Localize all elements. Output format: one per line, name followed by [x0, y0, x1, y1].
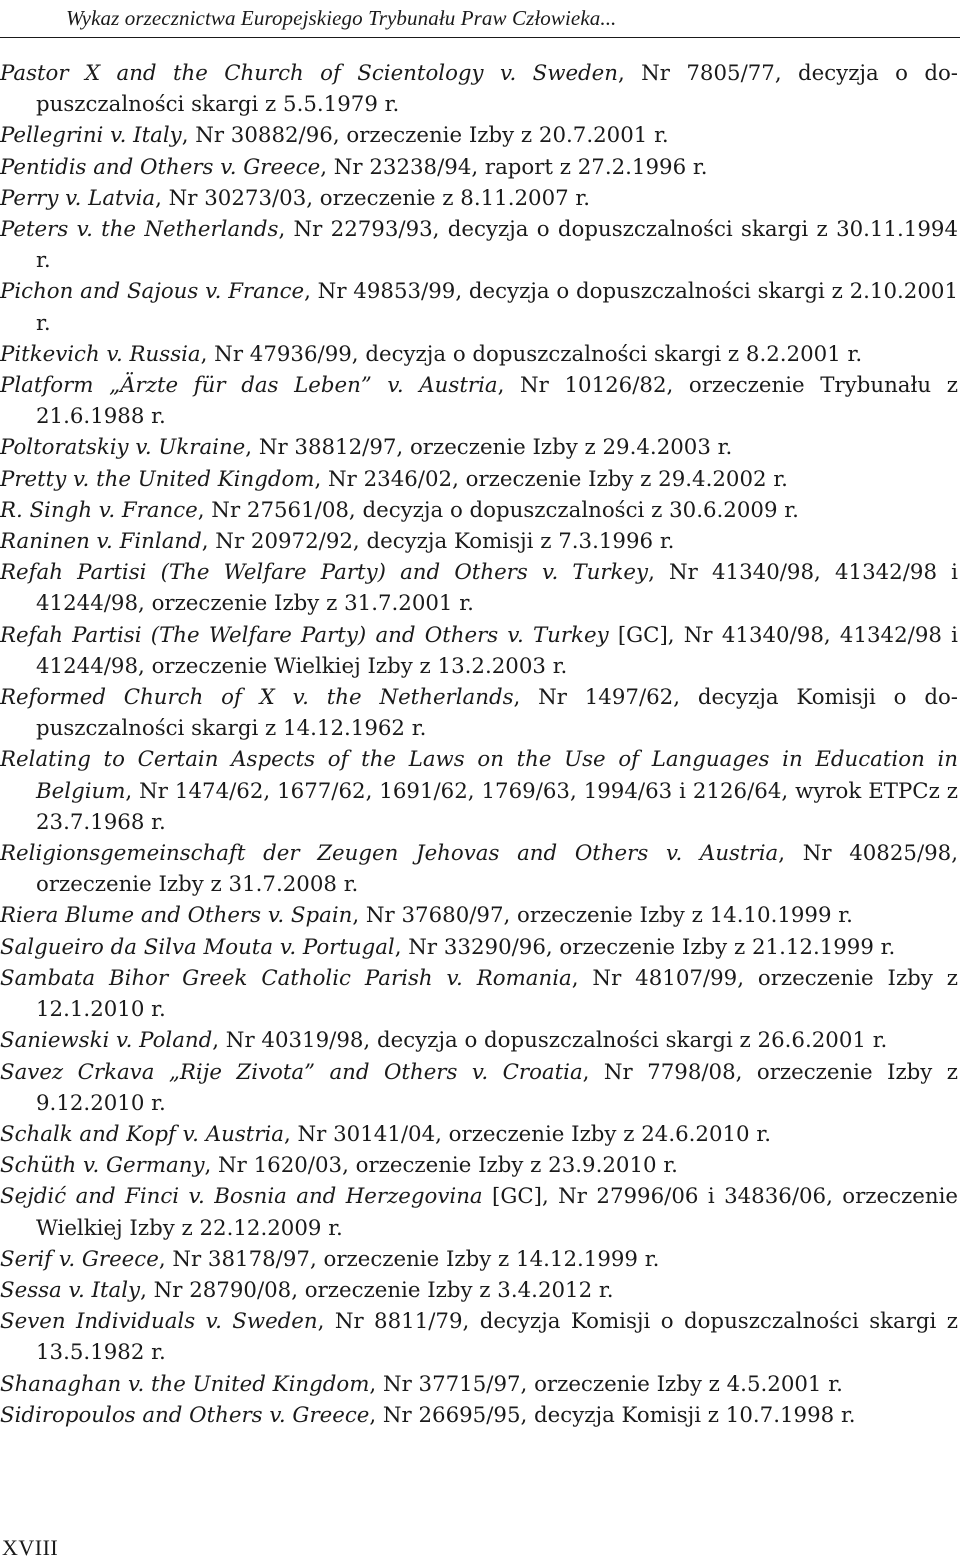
case-name: Schüth v. Germany	[0, 1153, 205, 1179]
case-details: , Nr 20972/92, decyzja Komisji z 7.3.1996 r.	[201, 529, 675, 555]
case-name: Serif v. Greece	[0, 1246, 159, 1272]
case-name: Pellegrini v. Italy	[0, 123, 182, 149]
case-details: , Nr 1620/03, orzeczenie Izby z 23.9.2010 r.	[204, 1153, 678, 1179]
case-details: , Nr 37715/97, orzeczenie Izby z 4.5.2001 r.	[369, 1371, 843, 1397]
case-entry	[0, 58, 958, 120]
case-details: , Nr 30141/04, orzeczenie Izby z 24.6.2010 r.	[284, 1121, 771, 1147]
case-name: Riera Blume and Others v. Spain	[0, 903, 353, 929]
case-name: Relating to Certain Aspects of the Laws on the Use of Languages in Education in Belgium	[0, 747, 958, 804]
case-entry	[0, 432, 958, 463]
case-name: Sessa v. Italy	[0, 1277, 141, 1303]
case-entry	[0, 557, 958, 619]
case-entry	[0, 1244, 958, 1275]
case-name: Sidiropoulos and Others v. Greece	[0, 1402, 370, 1428]
case-details: [GC], Nr 27996/06 i 34836/06, orzeczenie Wielkiej Izby z 22.12.2009 r.	[36, 1184, 958, 1241]
case-details: , Nr 7805/77, decyzja o dopuszczalności skargi z 5.5.1979 r.	[36, 61, 958, 118]
case-name: Savez Crkava „Rije Zivota” and Others v. Croatia	[0, 1059, 583, 1085]
case-name: Sambata Bihor Greek Catholic Parish v. Romania	[0, 965, 572, 991]
case-name: Platform „Ärzte für das Leben” v. Austria	[0, 373, 498, 399]
case-name: Salgueiro da Silva Mouta v. Portugal	[0, 934, 395, 960]
case-details: , Nr 33290/96, orzeczenie Izby z 21.12.1999 r.	[394, 934, 896, 960]
case-entry	[0, 152, 958, 183]
case-entry	[0, 1306, 958, 1368]
case-entry	[0, 214, 958, 276]
case-name: Sejdić and Finci v. Bosnia and Herzegovina	[0, 1184, 483, 1210]
case-name: Religionsgemeinschaft der Zeugen Jehovas and Others v. Austria	[0, 841, 779, 867]
case-name: Pichon and Sajous v. France	[0, 279, 305, 305]
case-name: Reformed Church of X v. the Netherlands	[0, 685, 514, 711]
case-details: , Nr 40825/98, orzeczenie Izby z 31.7.2008 r.	[36, 841, 958, 898]
case-details: , Nr 48107/99, orzeczenie Izby z 12.1.2010 r.	[36, 965, 958, 1023]
running-header	[0, 0, 960, 38]
case-entry	[0, 932, 958, 963]
case-details: , Nr 40319/98, decyzja o dopuszczalności skargi z 26.6.2001 r.	[212, 1028, 888, 1054]
case-entry	[0, 526, 958, 557]
case-details: , Nr 23238/94, raport z 27.2.1996 r.	[320, 154, 708, 180]
case-entry	[0, 1057, 958, 1119]
case-details: , Nr 41340/98, 41342/98 i 41244/98, orzeczenie Izby z 31.7.2001 r.	[36, 560, 958, 617]
case-details: , Nr 7798/08, orzeczenie Izby z 9.12.2010 r.	[36, 1059, 959, 1116]
case-details: , Nr 27561/08, decyzja o dopuszczalności z 30.6.2009 r.	[197, 497, 799, 523]
case-entry	[0, 1275, 958, 1306]
case-entry	[0, 1119, 958, 1150]
case-details: , Nr 10126/82, orzeczenie Trybunału z 21.6.1988 r.	[36, 373, 958, 430]
case-entry	[0, 838, 958, 900]
case-entry	[0, 120, 958, 151]
case-details: , Nr 8811/79, decyzja Komisji o dopuszczalności skargi z 13.5.1982 r.	[36, 1309, 958, 1366]
case-name: Pentidis and Others v. Greece	[0, 154, 321, 180]
case-details: , Nr 47936/99, decyzja o dopuszczalności skargi z 8.2.2001 r.	[200, 341, 863, 367]
case-name: Seven Individuals v. Sweden	[0, 1309, 318, 1335]
case-details: , Nr 1474/62, 1677/62, 1691/62, 1769/63, 1994/63 i 2126/64, wyrok ETPCz z 23.7.1968 r.	[36, 778, 958, 835]
case-name: Refah Partisi (The Welfare Party) and Others v. Turkey	[0, 622, 609, 648]
case-entry	[0, 1150, 958, 1181]
case-entry	[0, 900, 958, 931]
case-details: , Nr 30882/96, orzeczenie Izby z 20.7.2001 r.	[181, 123, 669, 149]
case-details: , Nr 1497/62, decyzja Komisji o dopuszczalności skargi z 14.12.1962 r.	[36, 685, 958, 742]
case-entry	[0, 1025, 958, 1056]
case-details: , Nr 38812/97, orzeczenie Izby z 29.4.2003 r.	[245, 435, 733, 461]
case-details: , Nr 28790/08, orzeczenie Izby z 3.4.2012 r.	[140, 1277, 614, 1303]
case-entry	[0, 1400, 958, 1431]
case-list	[0, 58, 958, 1431]
case-name: Pretty v. the United Kingdom	[0, 466, 315, 492]
case-entry	[0, 1369, 958, 1400]
case-name: Raninen v. Finland	[0, 529, 202, 555]
case-details: , Nr 30273/03, orzeczenie z 8.11.2007 r.	[155, 185, 591, 211]
running-title: Wykaz orzecznictwa Europejskiego Trybunału Praw Człowieka...	[66, 6, 617, 30]
case-entry	[0, 744, 958, 838]
case-entry	[0, 1181, 958, 1243]
case-details: , Nr 22793/93, decyzja o dopuszczalności skargi z 30.11.1994 r.	[36, 217, 959, 274]
case-entry	[0, 464, 958, 495]
case-name: Schalk and Kopf v. Austria	[0, 1121, 284, 1147]
case-name: Shanaghan v. the United Kingdom	[0, 1371, 370, 1397]
case-name: Pastor X and the Church of Scientology v. Sweden	[0, 61, 619, 86]
case-details: , Nr 26695/95, decyzja Komisji z 10.7.1998 r.	[369, 1402, 856, 1428]
case-name: R. Singh v. France	[0, 497, 198, 523]
page-number: XVIII	[2, 1535, 59, 1560]
case-details: , Nr 38178/97, orzeczenie Izby z 14.12.1999 r.	[158, 1246, 660, 1272]
case-name: Pitkevich v. Russia	[0, 341, 201, 367]
case-entry	[0, 495, 958, 526]
case-details: , Nr 2346/02, orzeczenie Izby z 29.4.2002 r.	[314, 466, 788, 492]
case-entry	[0, 620, 958, 682]
case-entry	[0, 370, 958, 432]
case-details: [GC], Nr 41340/98, 41342/98 i 41244/98, orzeczenie Wielkiej Izby z 13.2.2003 r.	[36, 622, 958, 679]
case-entry	[0, 963, 958, 1025]
case-name: Saniewski v. Poland	[0, 1028, 213, 1054]
case-details: , Nr 49853/99, decyzja o dopuszczalności skargi z 2.10.2001 r.	[36, 279, 959, 336]
case-entry	[0, 183, 958, 214]
case-entry	[0, 339, 958, 370]
case-name: Refah Partisi (The Welfare Party) and Others v. Turkey	[0, 560, 649, 586]
case-name: Peters v. the Netherlands	[0, 217, 279, 243]
case-name: Poltoratskiy v. Ukraine	[0, 435, 246, 461]
case-name: Perry v. Latvia	[0, 185, 156, 211]
case-details: , Nr 37680/97, orzeczenie Izby z 14.10.1999 r.	[352, 903, 853, 929]
case-entry	[0, 276, 958, 338]
case-entry	[0, 682, 958, 744]
